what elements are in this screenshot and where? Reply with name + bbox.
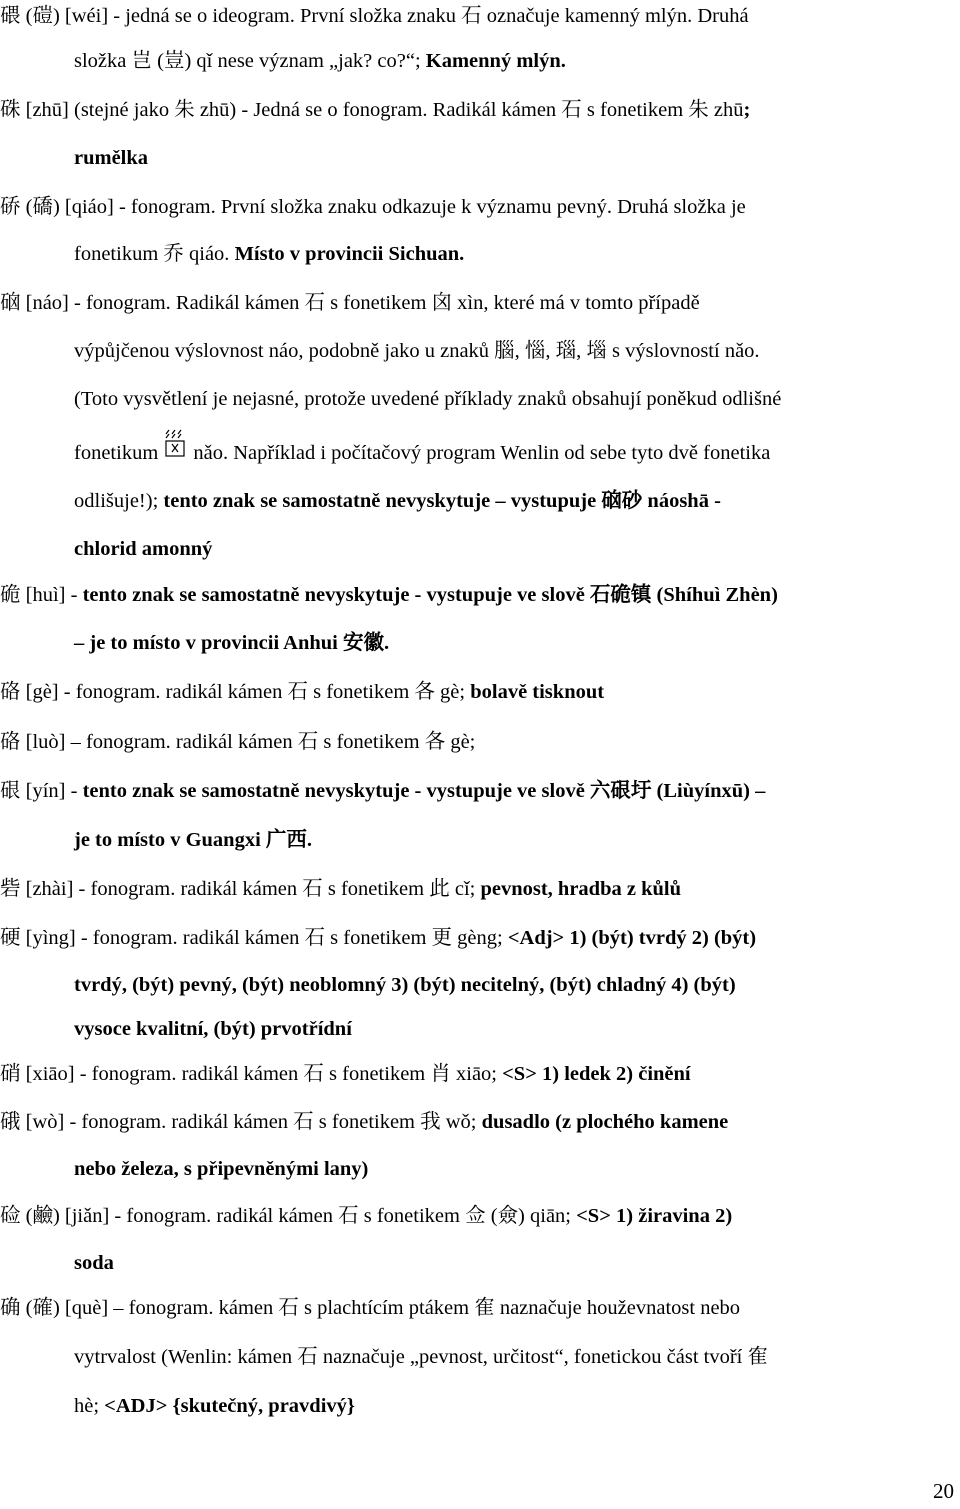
entry-line: 硃 [zhū] (stejné jako 朱 zhū) - Jedná se o fonogram. Radikál kámen 石 s fonetikem 朱 zhū; [0,99,751,121]
entry-line: 硝 [xiāo] - fonogram. radikál kámen 石 s fonetikem 肖 xiāo; <S> 1) ledek 2) činění [0,1063,691,1085]
entry-line: 硚 (礄) [qiáo] - fonogram. První složka znaku odkazuje k významu pevný. Druhá složka je [0,196,746,218]
entry-line: fonetikum 乔 qiáo. Místo v provincii Sichuan. [74,243,465,265]
entry-line: 硌 [gè] - fonogram. radikál kámen 石 s fonetikem 各 gè; bolavě tisknout [0,681,605,703]
entry-line: je to místo v Guangxi 广西. [74,829,313,851]
entry-line: nebo železa, s připevněnými lany) [74,1158,369,1180]
entry-line: 硌 [luò] – fonogram. radikál kámen 石 s fonetikem 各 gè; [0,731,476,753]
page-number: 20 [933,1479,954,1503]
entry-line: rumělka [74,147,149,169]
entry-line: tvrdý, (být) pevný, (být) neoblomný 3) (být) necitelný, (být) chladný 4) (být) [74,974,736,996]
entry-line: 碨 (磑) [wéi] - jedná se o ideogram. První složka znaku 石 označuje kamenný mlýn. Druhá [0,5,749,27]
entry-line: 硪 [wò] - fonogram. radikál kámen 石 s fonetikem 我 wǒ; dusadlo (z plochého kamene [0,1111,729,1133]
entry-line: výpůjčenou výslovnost náo, podobně jako u znaků 腦, 惱, 瑙, 堖 s výslovností nǎo. [74,340,760,362]
entry-line: hè; <ADJ> {skutečný, pravdivý} [74,1395,355,1417]
entry-line: chlorid amonný [74,538,213,560]
entry-line: 确 (確) [què] – fonogram. kámen 石 s plachtícím ptákem 隺 naznačuje houževnatost nebo [0,1297,741,1319]
entry-line: 硇 [náo] - fonogram. Radikál kámen 石 s fonetikem 囟 xìn, které má v tomto případě [0,292,700,314]
entry-line: vysoce kvalitní, (být) prvotřídní [74,1018,352,1040]
entry-line: složka 岂 (豈) qǐ nese význam „jak? co?“; Kamenný mlýn. [74,50,566,72]
entry-line: vytrvalost (Wenlin: kámen 石 naznačuje „pevnost, určitost“, fonetickou část tvoří 隺 [74,1346,769,1368]
entry-line: 砦 [zhài] - fonogram. radikál kámen 石 s fonetikem 此 cǐ; pevnost, hradba z kůlů [0,878,681,900]
phonetic-glyph-icon [163,440,187,466]
entry-line: 硍 [yín] - tento znak se samostatně nevyskytuje - vystupuje ve slově 六硍圩 (Liùyínxū) – [0,780,766,802]
entry-line: (Toto vysvětlení je nejasné, protože uvedené příklady znaků obsahují poněkud odlišné [74,388,782,410]
entry-line: 硊 [huì] - tento znak se samostatně nevyskytuje - vystupuje ve slově 石硊镇 (Shíhuì Zhèn) [0,584,778,606]
entry-line: odlišuje!); tento znak se samostatně nevyskytuje – vystupuje 硇砂 náoshā - [74,490,721,512]
entry-line: 硷 (鹼) [jiǎn] - fonogram. radikál kámen 石 s fonetikem 佥 (僉) qiān; <S> 1) žiravina 2) [0,1205,733,1227]
entry-line: – je to místo v provincii Anhui 安徽. [74,632,390,654]
entry-line: soda [74,1252,114,1274]
entry-line: fonetikum nǎo. Například i počítačový program Wenlin od sebe tyto dvě fonetika [74,440,770,466]
entry-line: 硬 [yìng] - fonogram. radikál kámen 石 s fonetikem 更 gèng; <Adj> 1) (být) tvrdý 2) (být) [0,927,757,949]
